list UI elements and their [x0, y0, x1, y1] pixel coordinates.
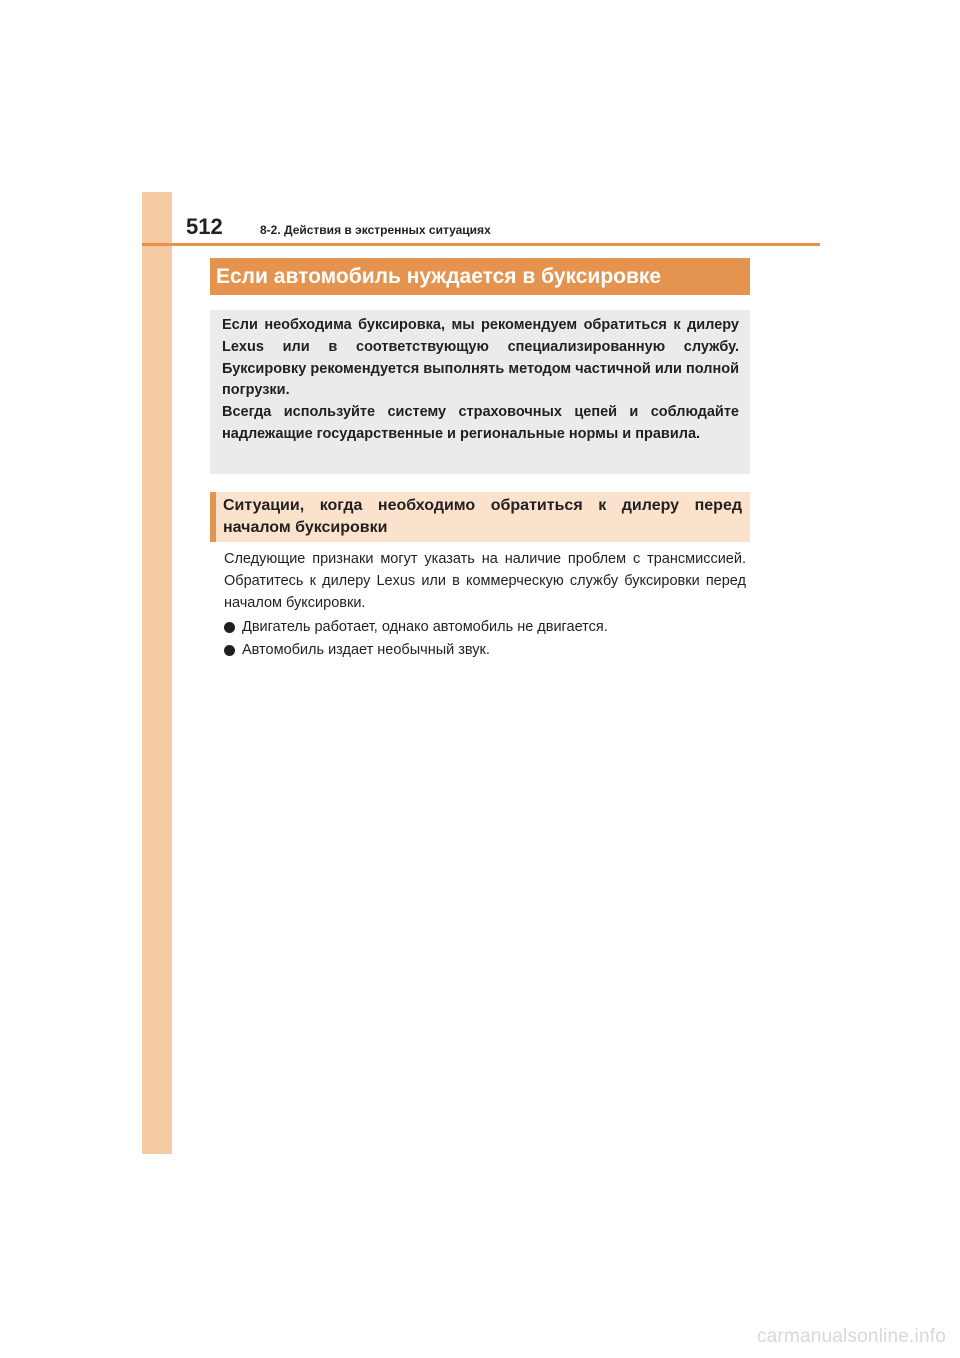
intro-paragraph-2: Всегда используйте систему страховочных цепей и соблюдайте надлежащие государственные и региональные нормы и правила. — [222, 404, 739, 442]
watermark: carmanualsonline.info — [756, 1326, 946, 1347]
bullet-list — [224, 616, 746, 662]
section-label: 8-2. Действия в экстренных ситуациях — [260, 223, 491, 237]
subhead-box — [210, 492, 750, 542]
bullet-dot-icon — [224, 622, 235, 633]
bullet-text: Автомобиль издает необычный звук. — [242, 642, 490, 658]
list-item — [224, 616, 746, 638]
intro-paragraph-1: Если необходима буксировка, мы рекомендуем обратиться к дилеру Lexus или в соответствующую специализированную службу. Буксировку рекомендуется выполнять методом частичной или полной погрузки. — [222, 317, 739, 399]
list-item — [224, 639, 746, 661]
subhead-title: Ситуации, когда необходимо обратиться к дилеру перед началом буксировки — [223, 497, 742, 536]
side-tab — [142, 192, 172, 1154]
body-paragraph: Следующие признаки могут указать на наличие проблем с трансмиссией. Обратитесь к дилеру Lexus или в коммерческую службу буксировки перед началом буксировки. — [224, 551, 746, 611]
body-text — [224, 548, 746, 614]
bullet-dot-icon — [224, 645, 235, 656]
bullet-text: Двигатель работает, однако автомобиль не двигается. — [242, 619, 608, 635]
header-rule — [142, 243, 820, 246]
intro-box — [210, 310, 750, 474]
page-title: Если автомобиль нуждается в буксировке — [216, 265, 662, 288]
title-bar — [210, 258, 750, 295]
page-number: 512 — [186, 214, 223, 239]
